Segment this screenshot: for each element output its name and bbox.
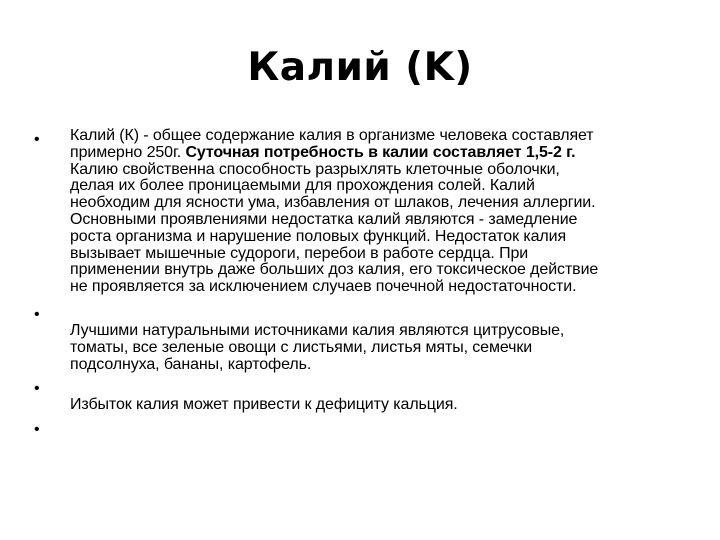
text-line: Калию свойственна способность разрыхлять клеточные оболочки, [70, 160, 560, 178]
bullet-text-excess-effect [70, 397, 710, 414]
daily-requirement-emphasis: Суточная потребность в калии составляет 1,5-2 г. [185, 143, 576, 161]
text-line: роста организма и нарушение половых функций. Недостаток калия [70, 227, 567, 245]
bullet-marker-1: • [34, 131, 40, 148]
text-line: Калий (К) - общее содержание калия в организме человека составляет [70, 127, 594, 144]
text-line: Лучшими натуральными источниками калия являются цитрусовые, [70, 322, 565, 339]
text-line: Основными проявлениями недостатка калий являются - замедление [70, 210, 578, 228]
slide-title: Калий (K) [247, 45, 473, 90]
bullet-marker-2: • [34, 306, 40, 323]
bullet-text-natural-sources [70, 323, 710, 373]
bullet-text-potassium-overview [70, 128, 710, 296]
bullet-marker-3: • [34, 380, 40, 397]
text-line: необходим для ясности ума, избавления от шлаков, лечения аллергии. [70, 194, 596, 212]
text-line: применении внутрь даже больших доз калия, его токсическое действие [70, 261, 599, 279]
bullet-marker-4: • [34, 421, 40, 438]
text-line: томаты, все зеленые овощи с листьями, листья мяты, семечки [70, 338, 533, 356]
text-line: Избыток калия может привести к дефициту кальция. [70, 396, 458, 413]
text-line: делая их более проницаемыми для прохождения солей. Калий [70, 177, 535, 195]
text-line: примерно 250г. Суточная потребность в калии составляет 1,5-2 г. [70, 143, 576, 161]
text-line: подсолнуха, бананы, картофель. [70, 355, 312, 373]
text-line: вызывает мышечные судороги, перебои в работе сердца. При [70, 244, 529, 262]
text-line: не проявляется за исключением случаев почечной недостаточности. [70, 278, 577, 296]
